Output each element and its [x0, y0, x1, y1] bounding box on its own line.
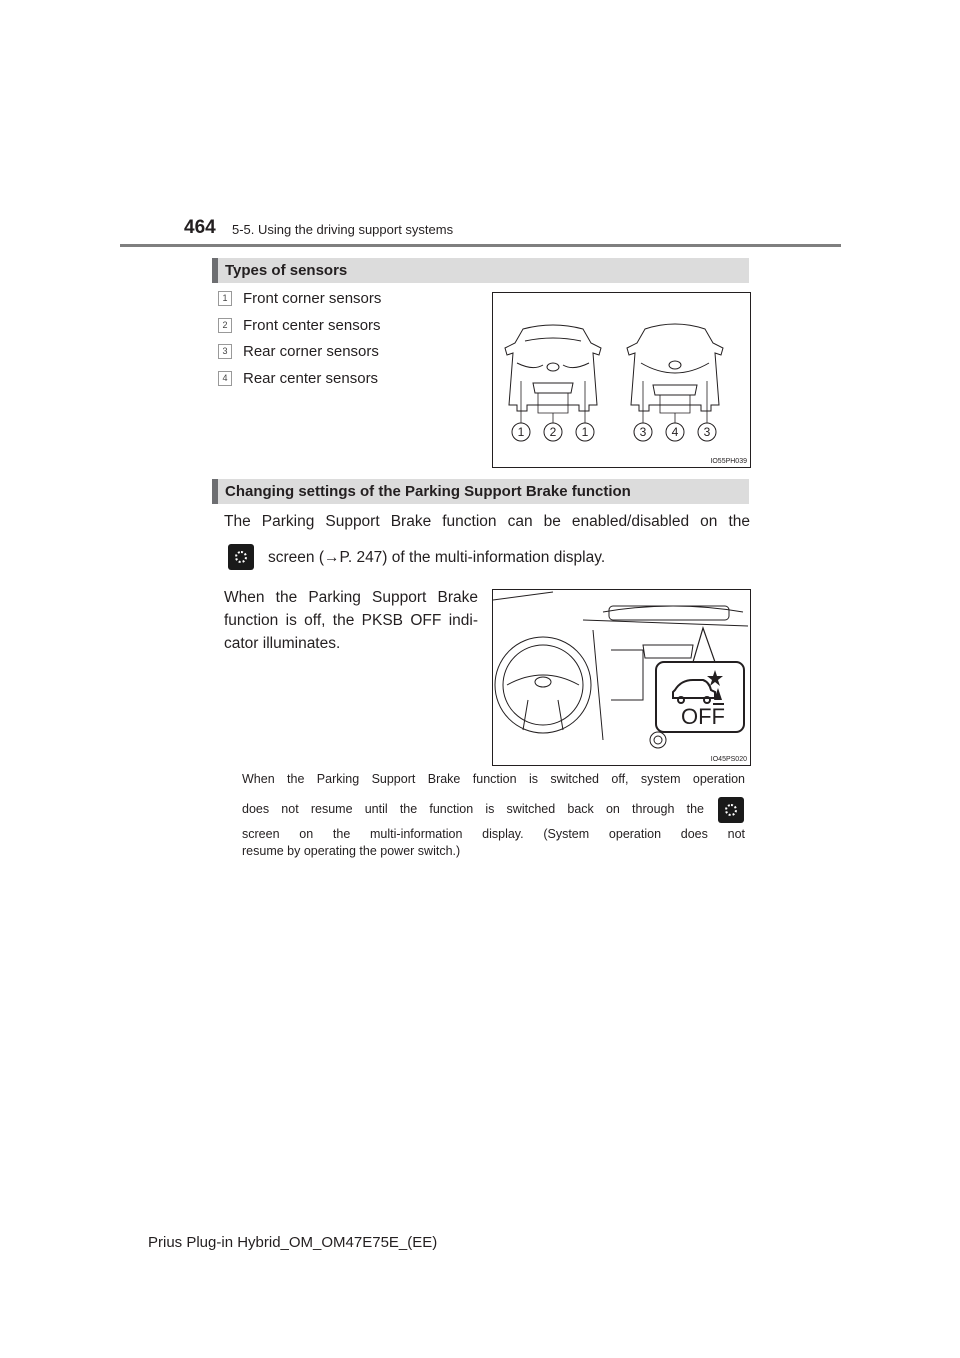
- note-line: resume by operating the power switch.): [242, 844, 461, 858]
- settings-section-heading-bar: [212, 479, 749, 504]
- sensor-label: Front center sensors: [243, 317, 381, 334]
- figure-code: IO55PH039: [710, 458, 747, 465]
- sensor-number: 4: [218, 371, 232, 386]
- footer-manual-id: Prius Plug-in Hybrid_OM_OM47E75E_(EE): [148, 1234, 438, 1251]
- sensor-item: [218, 317, 381, 334]
- settings-paragraph-line1: The Parking Support Brake function can be enabled/disabled on the: [224, 513, 750, 530]
- sensor-number: 3: [218, 344, 232, 359]
- note-line: does not resume until the function is switched back on through the: [242, 802, 704, 816]
- header-divider: [120, 244, 841, 247]
- pksb-off-text: OFF: [681, 704, 725, 729]
- settings-paragraph-line2: screen (→P. 247) of the multi-information display.: [268, 549, 606, 566]
- settings-section-heading: Changing settings of the Parking Support Brake function: [225, 483, 631, 500]
- gear-icon: [228, 544, 254, 570]
- pksb-paragraph-line: When the Parking Support Brake: [224, 589, 478, 606]
- dashboard-illustration: [493, 590, 750, 765]
- pksb-paragraph-line: function is off, the PKSB OFF indi-: [224, 612, 478, 629]
- pksb-indicator-figure: [492, 589, 751, 766]
- callout-label: 3: [703, 425, 711, 439]
- sensor-number: 2: [218, 318, 232, 333]
- sensor-label: Rear center sensors: [243, 370, 379, 387]
- callout-label: 2: [549, 425, 557, 439]
- note-line: screen on the multi-information display. (System operation does not: [242, 827, 745, 841]
- gear-icon: [718, 797, 744, 823]
- callout-label: 4: [671, 425, 679, 439]
- section-title: 5-5. Using the driving support systems: [232, 222, 454, 237]
- figure-code: IO45PS020: [710, 756, 747, 763]
- sensor-label: Rear corner sensors: [243, 343, 379, 360]
- types-section-heading: Types of sensors: [225, 262, 348, 279]
- heading-accent: [212, 479, 218, 504]
- callout-label: 1: [581, 425, 589, 439]
- page-number: 464: [184, 217, 216, 238]
- heading-accent: [212, 258, 218, 283]
- sensor-number: 1: [218, 291, 232, 306]
- note-line: When the Parking Support Brake function is switched off, system operation: [242, 772, 745, 786]
- pksb-paragraph-line: cator illuminates.: [224, 635, 341, 652]
- sensor-item: [218, 290, 381, 307]
- callout-label: 1: [517, 425, 525, 439]
- sensor-location-figure: [492, 292, 751, 468]
- settings-menu-icon: [228, 544, 254, 575]
- types-section-heading-bar: [212, 258, 749, 283]
- callout-label: 3: [639, 425, 647, 439]
- sensor-item: [218, 343, 379, 360]
- car-front-rear-illustration: [493, 293, 750, 467]
- note-menu-icon: [718, 797, 744, 828]
- sensor-item: [218, 370, 378, 387]
- sensor-label: Front corner sensors: [243, 290, 382, 307]
